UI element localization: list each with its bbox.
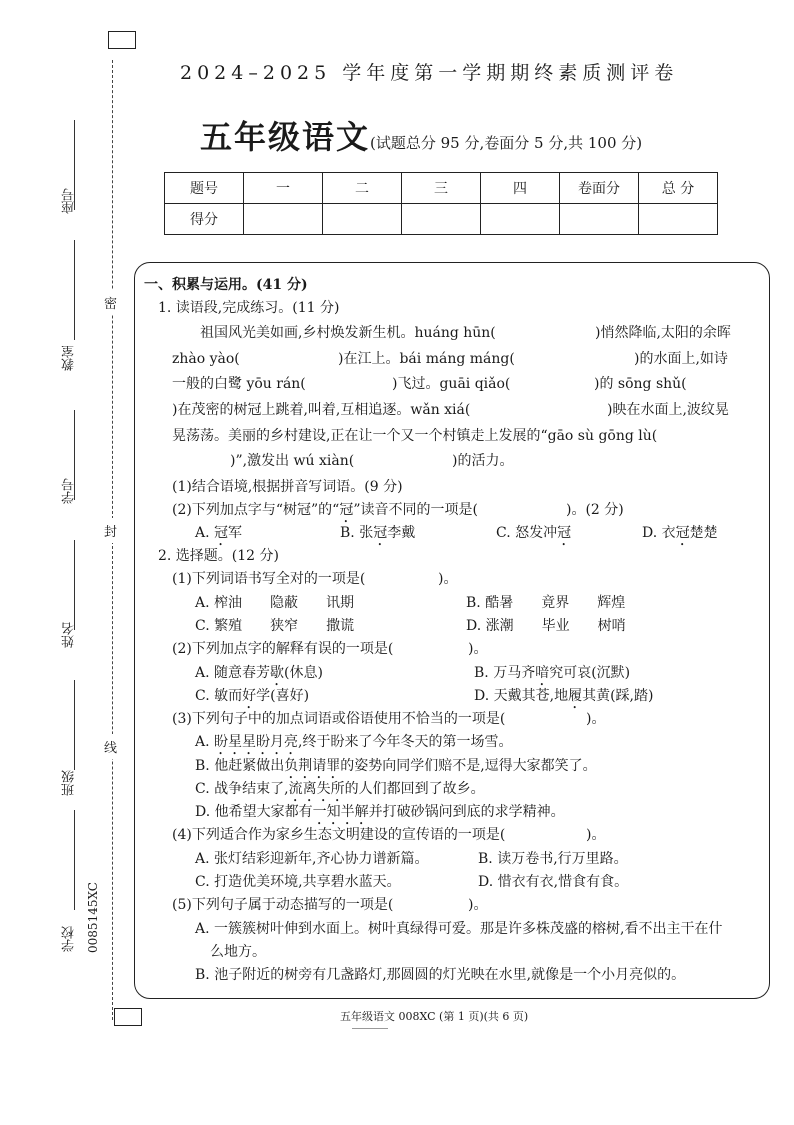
passage-text: )的活力。 <box>452 453 514 469</box>
exam-header: 2024–2025 学年度第一学期期终素质测评卷 <box>180 62 679 84</box>
passage-text: )在江上。bái máng máng( <box>338 351 515 367</box>
q2-part4-stem: (4)下列适合作为家乡生态文明建设的宣传语的一项是( <box>172 827 506 843</box>
option-a: A. 盼星星盼月亮,终于盼来了今年冬天的第一场雪。 <box>195 734 513 750</box>
binding-label-name: 姓名 <box>62 622 77 648</box>
score-table-col: 总 分 <box>639 173 718 204</box>
q2-part2-stem: (2)下列加点字的解释有误的一项是( <box>172 641 394 657</box>
score-cell[interactable] <box>323 204 402 235</box>
q2-part1-stem: (1)下列词语书写全对的一项是( <box>172 571 366 587</box>
question-1-sub2-end: )。(2 分) <box>566 502 624 518</box>
option-b: B. 池子附近的树旁有几盏路灯,那圆圆的灯光映在水里,就像是一个小月亮似的。 <box>195 967 686 983</box>
question-1-sub1: (1)结合语境,根据拼音写词语。(9 分) <box>172 479 403 495</box>
seal-char-feng: 封 <box>104 518 117 543</box>
q2-part1-stem-end: )。 <box>438 571 458 587</box>
option-b: B. 读万卷书,行万里路。 <box>478 851 628 867</box>
passage-text: )映在水面上,波纹晃 <box>607 402 729 418</box>
score-cell[interactable] <box>402 204 481 235</box>
binding-label-room: 教室 <box>62 345 77 371</box>
score-cell[interactable] <box>639 204 718 235</box>
page-footer: 五年级语文 008XC (第 1 页)(共 6 页) <box>340 1010 529 1023</box>
page-title <box>200 112 642 158</box>
question-1-sub2: (2)下列加点字与“树冠”的“冠”读音不同的一项是( <box>172 502 478 518</box>
passage-text: )”,激发出 wú xiàn( <box>230 453 355 469</box>
question-1-title: 1. 读语段,完成练习。(11 分) <box>158 300 340 316</box>
option-b: B. 酷暑 竟界 辉煌 <box>466 595 626 611</box>
binding-line <box>74 240 75 340</box>
seal-char-xian: 线 <box>104 734 117 759</box>
score-cell[interactable] <box>481 204 560 235</box>
passage-text: )在茂密的树冠上跳着,叫着,互相追逐。wǎn xiá( <box>172 402 471 418</box>
q2-part4-stem-end: )。 <box>586 827 606 843</box>
score-cell[interactable] <box>560 204 639 235</box>
option-b: B. 万马齐喑究可哀(沉默) <box>474 665 631 681</box>
passage-text: 一般的白鹭 yōu rán( <box>172 376 306 392</box>
score-table-col: 三 <box>402 173 481 204</box>
section-heading: 一、积累与运用。(41 分) <box>144 277 308 293</box>
binding-label-student-id: 学号 <box>62 478 77 504</box>
q2-part2-stem-end: )。 <box>468 641 488 657</box>
score-cell[interactable] <box>244 204 323 235</box>
option-d: D. 惜衣有衣,惜食有食。 <box>478 874 629 890</box>
binding-label-school: 学校 <box>62 926 77 952</box>
passage-text: )的 sōng shǔ( <box>594 376 687 392</box>
passage-text: )飞过。guāi qiǎo( <box>392 376 511 392</box>
corner-marker-bottom <box>114 1008 142 1026</box>
q2-part3-stem-end: )。 <box>586 711 606 727</box>
option-c: C. 繁殖 狭窄 撒谎 <box>195 618 355 634</box>
binding-code: 0085145XC <box>86 882 100 953</box>
option-c: C. 敏而好学(喜好) <box>195 688 310 704</box>
score-table-col: 卷面分 <box>560 173 639 204</box>
option-a: A. 一簇簇树叶伸到水面上。树叶真绿得可爱。那是许多株茂盛的榕树,看不出主干在什 <box>195 921 723 937</box>
score-table-col: 一 <box>244 173 323 204</box>
passage-text: 祖国风光美如画,乡村焕发新生机。huáng hūn( <box>200 325 496 341</box>
score-table <box>164 172 718 235</box>
option-d: D. 天戴其苍,地履其黄(踩,踏) <box>474 688 654 704</box>
score-table-row-label: 得分 <box>165 204 244 235</box>
option-a: A. 随意春芳歇(休息) <box>195 665 323 681</box>
score-table-row-scores <box>165 204 718 235</box>
option-c: C. 怒发冲冠 <box>496 525 572 541</box>
option-d: D. 他希望大家都有一知半解并打破砂锅问到底的求学精神。 <box>195 804 565 820</box>
option-b: B. 他赶紧做出负荆请罪的姿势向同学们赔不是,逗得大家都笑了。 <box>195 758 597 774</box>
option-a: A. 榨油 隐蔽 讯期 <box>195 595 355 611</box>
passage-text: )的水面上,如诗 <box>634 351 728 367</box>
q2-part5-stem: (5)下列句子属于动态描写的一项是( <box>172 897 394 913</box>
option-b: B. 张冠李戴 <box>340 525 416 541</box>
option-c: C. 战争结束了,流离失所的人们都回到了故乡。 <box>195 781 485 797</box>
footer-rule <box>352 1028 388 1029</box>
binding-label-seat: 座号 <box>62 188 77 214</box>
score-table-col: 二 <box>323 173 402 204</box>
binding-line <box>74 810 75 910</box>
option-a: A. 张灯结彩迎新年,齐心协力谱新篇。 <box>195 851 429 867</box>
q2-part5-stem-end: )。 <box>468 897 488 913</box>
corner-marker-top <box>108 31 136 49</box>
passage-text: 晃荡荡。美丽的乡村建设,正在让一个又一个村镇走上发展的“gāo sù gōng lù( <box>172 428 658 444</box>
dotted-char: 冠 <box>339 502 354 518</box>
option-a-cont: 么地方。 <box>210 944 266 960</box>
option-a: A. 冠军 <box>195 525 243 541</box>
score-table-row-label: 题号 <box>165 173 244 204</box>
score-table-row-header <box>165 173 718 204</box>
option-c: C. 打造优美环境,共享碧水蓝天。 <box>195 874 401 890</box>
title-main: 五年级语文 <box>200 118 371 156</box>
binding-line <box>74 540 75 630</box>
binding-line <box>74 680 75 770</box>
score-table-col: 四 <box>481 173 560 204</box>
option-d: D. 涨潮 毕业 树哨 <box>466 618 626 634</box>
q2-part3-stem: (3)下列句子中的加点词语或俗语使用不恰当的一项是( <box>172 711 506 727</box>
seal-char-mi: 密 <box>104 290 117 315</box>
title-note: (试题总分 95 分,卷面分 5 分,共 100 分) <box>370 134 643 152</box>
passage-text: )悄然降临,太阳的余晖 <box>595 325 731 341</box>
option-d: D. 衣冠楚楚 <box>642 525 718 541</box>
passage-text: zhào yào( <box>172 351 240 367</box>
binding-label-class: 班级 <box>62 770 77 796</box>
question-2-title: 2. 选择题。(12 分) <box>158 548 279 564</box>
